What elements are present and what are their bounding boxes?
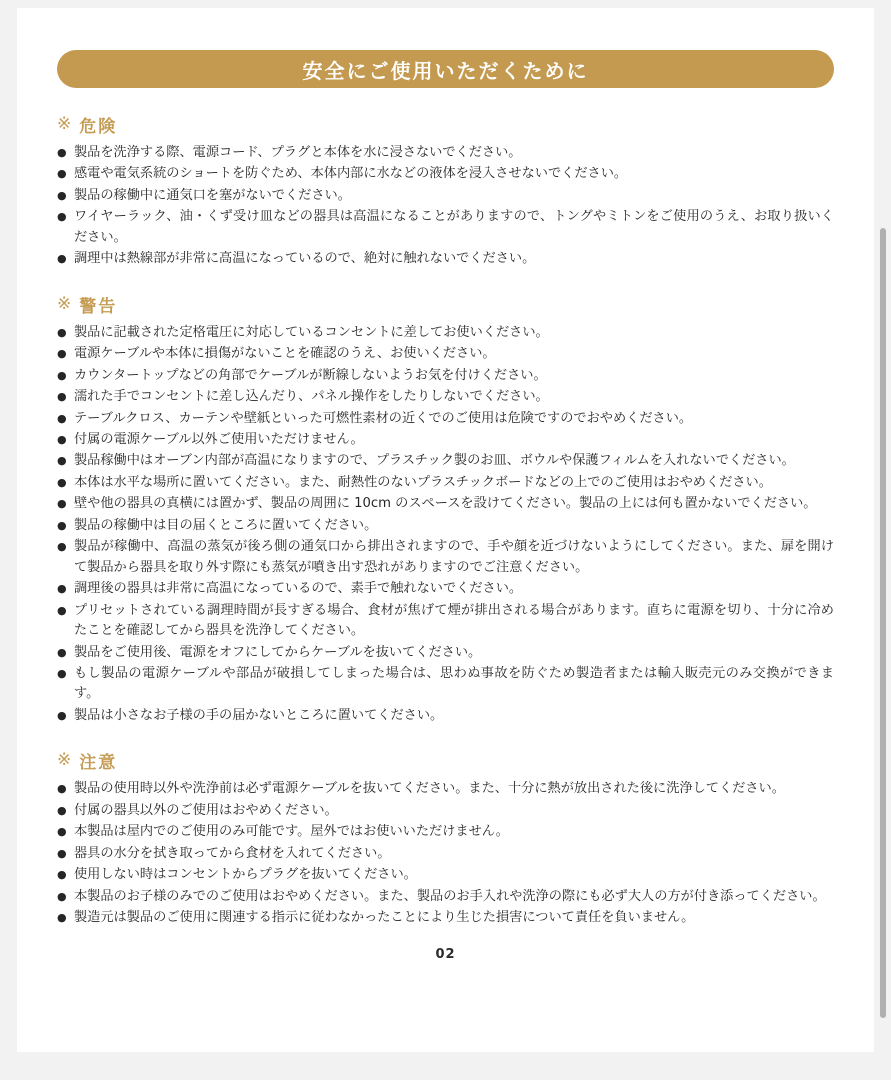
list-item-text: 壁や他の器具の真横には置かず、製品の周囲に 10cm のスペースを設けてください。製品の上には何も置かないでください。 (74, 496, 817, 512)
section-danger (57, 112, 834, 270)
list-item-text: 製造元は製品のご使用に関連する指示に従わなかったことにより生じた損害について責任を負いません。 (74, 910, 695, 926)
page-banner (57, 50, 834, 88)
section-warning-heading (57, 292, 834, 317)
bullet-icon: ● (57, 846, 67, 860)
section-danger-heading (57, 112, 834, 137)
list-item-text: 本製品のお子様のみでのご使用はおやめください。また、製品のお手入れや洗浄の際にも必ず大人の方が付き添ってください。 (74, 888, 826, 904)
section-warning-items (57, 323, 834, 727)
page-content (57, 112, 834, 962)
list-item-text: 付属の器具以外のご使用はおやめください。 (74, 802, 338, 818)
list-item (57, 779, 834, 799)
bullet-icon: ● (57, 911, 67, 925)
list-item (57, 387, 834, 407)
list-item (57, 801, 834, 821)
list-item (57, 344, 834, 364)
bullet-icon: ● (57, 432, 67, 446)
page-title: 安全にご使用いただくために (302, 58, 589, 83)
bullet-icon: ● (57, 868, 67, 882)
list-item (57, 537, 834, 578)
bullet-icon: ● (57, 210, 67, 224)
list-item-text: 調理後の器具は非常に高温になっているので、素手で触れないでください。 (74, 581, 523, 597)
list-item-text: プリセットされている調理時間が長すぎる場合、食材が焦げて煙が排出される場合があります。直ちに電源を切り、十分に冷めたことを確認してから器具を洗浄してください。 (74, 602, 834, 639)
list-item-text: 製品に記載された定格電圧に対応しているコンセントに差してお使いください。 (74, 324, 549, 340)
list-item-text: ワイヤーラック、油・くず受け皿などの器具は高温になることがありますので、トングやミトンをご使用のうえ、お取り扱いください。 (74, 209, 834, 245)
list-item-text: もし製品の電源ケーブルや部品が破損してしまった場合は、思わぬ事故を防ぐため製造者または輸入販売元のみ交換ができます。 (74, 665, 834, 702)
list-item-text: 器具の水分を拭き取ってから食材を入れてください。 (74, 845, 391, 861)
section-warning (57, 292, 834, 727)
scrollbar-thumb[interactable] (880, 228, 886, 1018)
list-item-text: 製品が稼働中、高温の蒸気が後ろ側の通気口から排出されますので、手や顔を近づけないようにしてください。また、扉を開けて製品から器具を取り外す際にも蒸気が噴き出す恐れがありますのでご注意ください。 (74, 539, 834, 575)
list-item (57, 366, 834, 386)
bullet-icon: ● (57, 540, 67, 554)
list-item-text: 付属の電源ケーブル以外ご使用いただけません。 (74, 431, 364, 447)
bullet-icon: ● (57, 603, 67, 617)
bullet-icon: ● (57, 411, 67, 425)
list-item-text: 製品の稼働中に通気口を塞がないでください。 (74, 187, 351, 203)
bullet-icon: ● (57, 889, 67, 903)
list-item (57, 323, 834, 343)
list-item (57, 706, 834, 726)
list-item (57, 908, 834, 928)
list-item (57, 822, 834, 842)
list-item (57, 164, 834, 184)
list-item-text: 本体は水平な場所に置いてください。また、耐熱性のないプラスチックボードなどの上でのご使用はおやめください。 (74, 474, 772, 490)
bullet-icon: ● (57, 454, 67, 468)
list-item-text: 製品をご使用後、電源をオフにしてからケーブルを抜いてください。 (74, 644, 482, 660)
bullet-icon: ● (57, 708, 67, 722)
list-item-text: 製品は小さなお子様の手の届かないところに置いてください。 (74, 707, 444, 723)
bullet-icon: ● (57, 146, 67, 159)
section-caution-title: 注意 (79, 753, 118, 774)
list-item-text: 製品の稼働中は目の届くところに置いてください。 (74, 517, 378, 533)
bullet-icon: ● (57, 825, 67, 839)
list-item (57, 207, 834, 248)
list-item (57, 430, 834, 450)
document-page (17, 8, 874, 1052)
list-item (57, 409, 834, 429)
section-danger-items (57, 143, 834, 270)
list-item (57, 516, 834, 536)
bullet-icon: ● (57, 368, 67, 382)
page-number: 02 (435, 946, 456, 962)
list-item (57, 887, 834, 907)
bullet-icon: ● (57, 666, 67, 680)
bullet-icon: ● (57, 782, 67, 796)
list-item-text: 調理中は熱線部が非常に高温になっているので、絶対に触れないでください。 (74, 251, 536, 267)
bullet-icon: ● (57, 582, 67, 596)
list-item-text: 感電や電気系統のショートを防ぐため、本体内部に水などの液体を浸入させないでください。 (74, 166, 628, 182)
list-item (57, 186, 834, 206)
list-item (57, 579, 834, 599)
list-item (57, 143, 834, 163)
list-item-text: 製品の使用時以外や洗浄前は必ず電源ケーブルを抜いてください。また、十分に熱が放出された後に洗浄してください。 (74, 781, 785, 797)
list-item-text: カウンタートップなどの角部でケーブルが断線しないようお気を付けください。 (74, 367, 547, 383)
list-item-text: 製品を洗浄する際、電源コード、プラグと本体を水に浸さないでください。 (74, 145, 522, 160)
bullet-icon: ● (57, 390, 67, 404)
section-caution (57, 748, 834, 928)
bullet-icon: ● (57, 325, 67, 339)
list-item-text: 使用しない時はコンセントからプラグを抜いてください。 (74, 867, 417, 883)
section-warning-title: 警告 (79, 296, 118, 317)
list-item (57, 643, 834, 663)
bullet-icon: ● (57, 497, 67, 511)
list-item-text: 本製品は屋内でのご使用のみ可能です。屋外ではお使いいただけません。 (74, 824, 509, 840)
asterisk-icon: ※ (57, 750, 72, 771)
list-item (57, 451, 834, 471)
bullet-icon: ● (57, 347, 67, 361)
vertical-scrollbar[interactable] (879, 0, 889, 1080)
asterisk-icon: ※ (57, 114, 72, 134)
bullet-icon: ● (57, 252, 67, 266)
list-item (57, 664, 834, 705)
bullet-icon: ● (57, 475, 67, 489)
list-item-text: 濡れた手でコンセントに差し込んだり、パネル操作をしたりしないでください。 (74, 389, 549, 405)
list-item-text: 電源ケーブルや本体に損傷がないことを確認のうえ、お使いください。 (74, 346, 496, 362)
list-item (57, 844, 834, 864)
section-caution-heading (57, 748, 834, 773)
list-item (57, 494, 834, 514)
list-item (57, 249, 834, 269)
asterisk-icon: ※ (57, 293, 72, 314)
list-item (57, 601, 834, 642)
list-item (57, 473, 834, 493)
list-item-text: テーブルクロス、カーテンや壁紙といった可燃性素材の近くでのご使用は危険ですのでおやめください。 (74, 410, 693, 426)
list-item-text: 製品稼働中はオーブン内部が高温になりますので、プラスチック製のお皿、ボウルや保護フィルムを入れないでください。 (74, 453, 795, 469)
list-item (57, 865, 834, 885)
section-caution-items (57, 779, 834, 928)
section-danger-title: 危険 (79, 117, 118, 137)
bullet-icon: ● (57, 803, 67, 817)
bullet-icon: ● (57, 518, 67, 532)
bullet-icon: ● (57, 188, 67, 202)
bullet-icon: ● (57, 167, 67, 181)
bullet-icon: ● (57, 645, 67, 659)
